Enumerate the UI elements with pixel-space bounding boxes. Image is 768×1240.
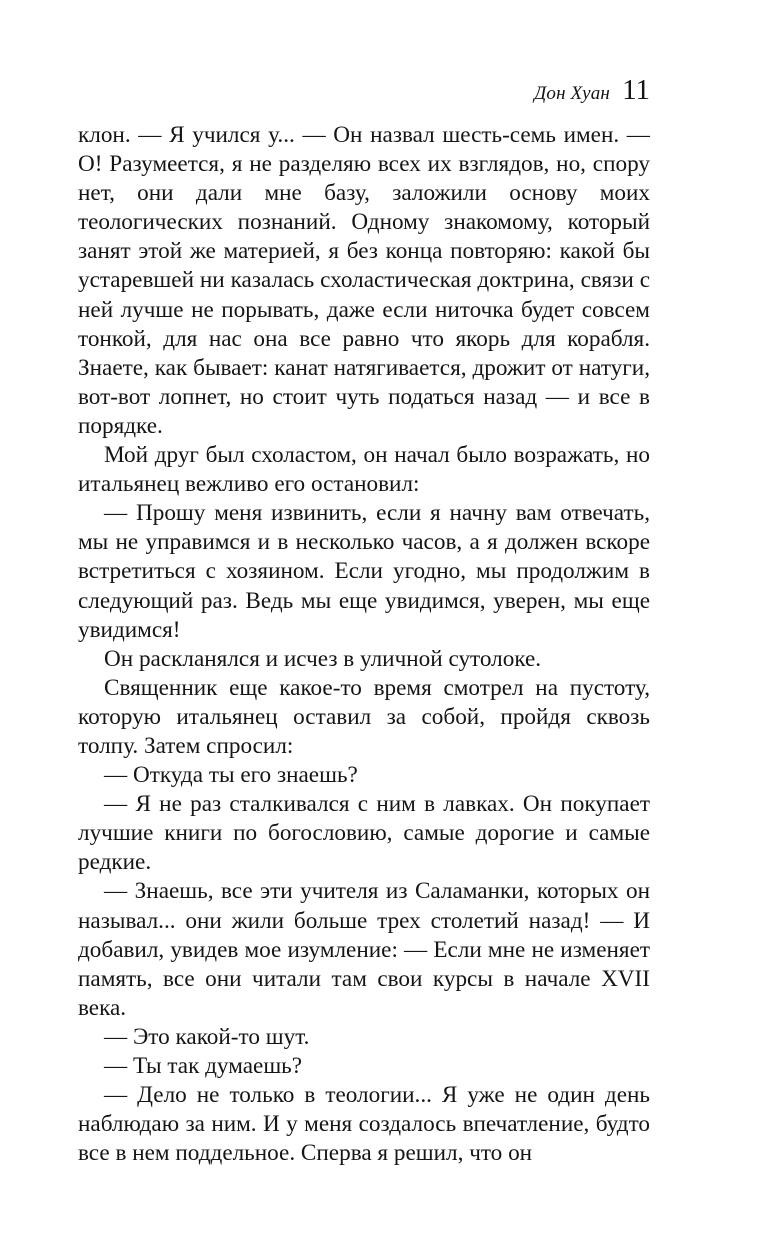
dialogue-line: — Я не раз сталкивался с ним в лавках. Он покупает лучшие книги по богословию, самые дорогие и самые редкие. — [78, 791, 650, 876]
running-title: Дон Хуан — [534, 83, 611, 104]
paragraph: Он раскланялся и исчез в уличной сутолоке. — [104, 645, 542, 672]
dialogue-line: — Дело не только в теологии... Я уже не один день наблюдаю за ним. И у меня создалось впечатление, будто все в нем поддельное. Сперва я решил, что он — [78, 1082, 650, 1167]
dialogue-line: — Откуда ты его знаешь? — [104, 762, 358, 789]
dialogue-line: — Знаешь, все эти учителя из Саламанки, которых он называл... они жили больше трех столетий назад! — И добавил, увидев мое изумление: — Если мне не изменяет память, все они читали там свои курсы в начале XVII века. — [78, 878, 650, 1021]
page-number: 11 — [622, 74, 650, 106]
body-text — [78, 121, 650, 1168]
paragraph: клон. — Я учился у... — Он назвал шесть-семь имен. — О! Разумеется, я не разделяю всех их взглядов, но, спору нет, они дали мне базу, заложили основу моих теологических познаний. Одному знакомому, который занят этой же материей, я без конца повторяю: какой бы устаревшей ни казалась схоластическая доктрина, связи с ней лучше не порывать, даже если ниточка будет совсем тонкой, для нас она все равно что якорь для корабля. Знаете, как бывает: канат натягивается, дрожит от натуги, вот-вот лопнет, но стоит чуть податься назад — и все в порядке. — [78, 122, 650, 439]
running-header — [534, 76, 650, 105]
dialogue-line: — Прошу меня извинить, если я начну вам отвечать, мы не управимся и в несколько часов, а я должен вскоре встретиться с хозяином. Если угодно, мы продолжим в следующий раз. Ведь мы еще увидимся, уверен, мы еще увидимся! — [78, 500, 650, 643]
paragraph: Священник еще какое-то время смотрел на пустоту, которую итальянец оставил за собой, пройдя сквозь толпу. Затем спросил: — [78, 674, 650, 759]
dialogue-line: — Ты так думаешь? — [104, 1053, 303, 1079]
dialogue-line: — Это какой-то шут. — [104, 1023, 310, 1050]
paragraph: Мой друг был схоластом, он начал было возражать, но итальянец вежливо его остановил: — [78, 442, 650, 498]
